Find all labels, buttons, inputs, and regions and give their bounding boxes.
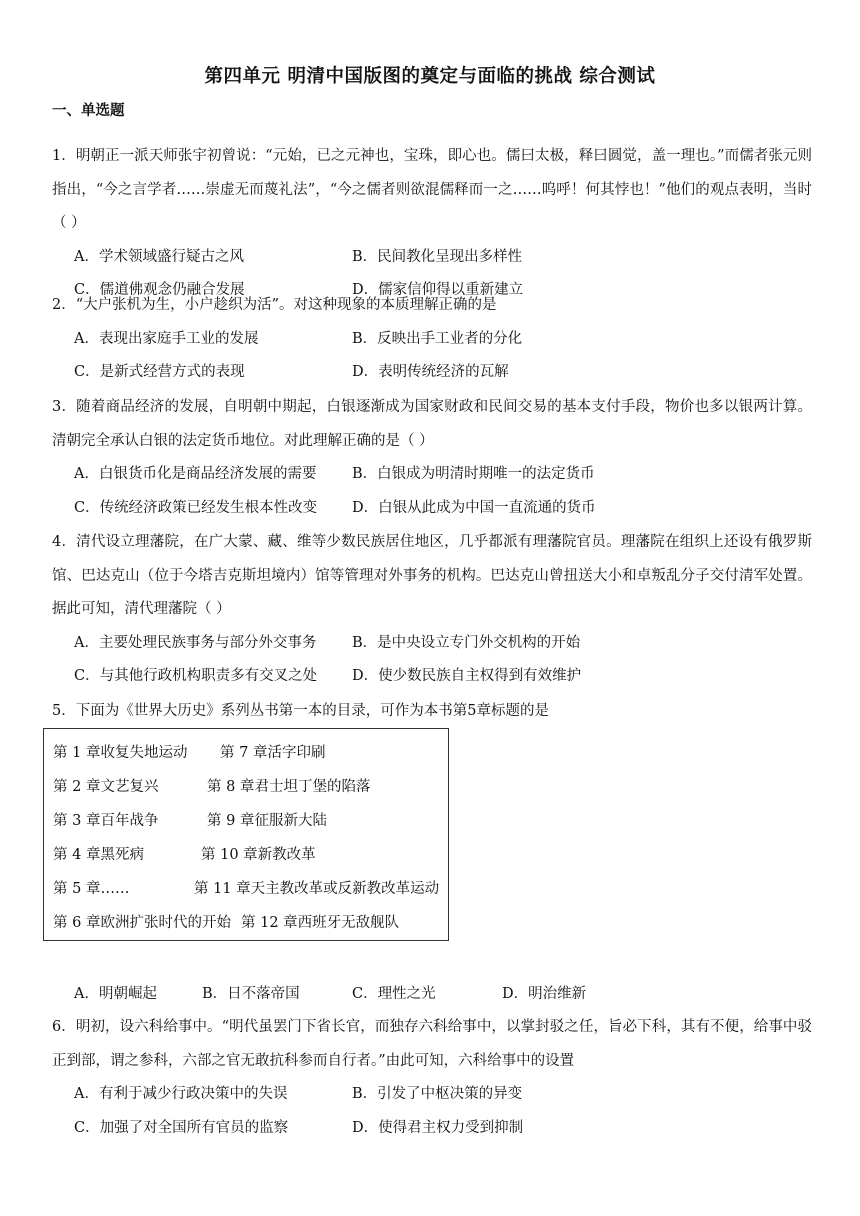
option-a[interactable]: A．主要处理民族事务与部分外交事务 xyxy=(74,634,317,651)
option-b[interactable]: B．引发了中枢决策的异变 xyxy=(352,1086,523,1102)
option-c[interactable]: C．儒道佛观念仍融合发展 xyxy=(74,282,245,298)
question-5-options xyxy=(52,978,812,1012)
question-stem: 2．“大户张机为生，小户趁织为活”。对这种现象的本质理解正确的是 xyxy=(52,297,497,313)
option-c[interactable]: C．传统经济政策已经发生根本性改变 xyxy=(74,499,318,516)
toc-entry: 第 3 章百年战争 xyxy=(53,813,159,829)
question-4 xyxy=(52,526,812,694)
option-c[interactable]: C．与其他行政机构职责多有交叉之处 xyxy=(74,668,318,684)
question-6 xyxy=(52,1011,812,1145)
option-a[interactable]: A．白银货币化是商品经济发展的需要 xyxy=(74,466,317,482)
question-stem: 1．明朝正一派天师张宇初曾说：“元始，已之元神也，宝珠，即心也。儒曰太极，释曰圆觉，盖一理也。”而儒者张元则指出，“今之言学者……崇虚无而蔑礼法”，“今之儒者则欲混儒释而一之……呜呼！何其悖也！”他们的观点表明，当时（ ） xyxy=(52,148,812,231)
page-title: 第四单元 明清中国版图的奠定与面临的挑战 综合测试 xyxy=(204,66,656,87)
toc-entry: 第 4 章黑死病 xyxy=(53,847,144,863)
option-d[interactable]: D．表明传统经济的瓦解 xyxy=(352,364,509,380)
question-stem: 5．下面为《世界大历史》系列丛书第一本的目录，可作为本书第5章标题的是 xyxy=(52,703,549,719)
option-d[interactable]: D．儒家信仰得以重新建立 xyxy=(352,282,524,298)
toc-entry: 第 12 章西班牙无敌舰队 xyxy=(241,915,400,931)
table-of-contents-box xyxy=(43,728,449,941)
option-d[interactable]: D．白银从此成为中国一直流通的货币 xyxy=(352,499,596,516)
toc-entry: 第 8 章君士坦丁堡的陷落 xyxy=(207,779,371,795)
option-c[interactable]: C．加强了对全国所有官员的监察 xyxy=(74,1119,289,1136)
toc-entry: 第 9 章征服新大陆 xyxy=(207,813,327,829)
option-b[interactable]: B．白银成为明清时期唯一的法定货币 xyxy=(352,466,595,482)
question-stem: 6．明初，设六科给事中。“明代虽罢门下省长官，而独存六科给事中，以掌封驳之任，旨必下科，其有不便，给事中驳正到部，谓之参科，六部之官无敢抗科参而自行者。”由此可知，六科给事中的设置 xyxy=(52,1019,812,1069)
option-b[interactable]: B．反映出手工业者的分化 xyxy=(352,330,523,347)
question-3 xyxy=(52,391,812,525)
question-1 xyxy=(52,140,812,308)
question-stem: 4．清代设立理藩院，在广大蒙、藏、维等少数民族居住地区，几乎都派有理藩院官员。理藩院在组织上还设有俄罗斯馆、巴达克山（位于今塔吉克斯坦境内）馆等管理对外事务的机构。巴达克山曾扭送大小和卓叛乱分子交付清军处置。据此可知，清代理藩院（ ） xyxy=(52,534,812,617)
option-b[interactable]: B．是中央设立专门外交机构的开始 xyxy=(352,634,581,651)
toc-entry: 第 2 章文艺复兴 xyxy=(53,779,159,795)
option-a[interactable]: A．表现出家庭手工业的发展 xyxy=(74,330,259,347)
option-d[interactable]: D．明治维新 xyxy=(502,986,587,1002)
toc-entry: 第 5 章…… xyxy=(53,881,130,897)
question-stem: 3．随着商品经济的发展，自明朝中期起，白银逐渐成为国家财政和民间交易的基本支付手段，物价也多以银两计算。清朝完全承认白银的法定货币地位。对此理解正确的是（ ） xyxy=(52,399,812,449)
option-c[interactable]: C．理性之光 xyxy=(352,986,436,1002)
toc-entry: 第 6 章欧洲扩张时代的开始 xyxy=(53,915,231,931)
option-d[interactable]: D．使得君主权力受到抑制 xyxy=(352,1119,524,1136)
option-a[interactable]: A．明朝崛起 xyxy=(74,986,157,1002)
option-d[interactable]: D．使少数民族自主权得到有效维护 xyxy=(352,668,582,684)
option-a[interactable]: A．有利于减少行政决策中的失误 xyxy=(74,1086,288,1102)
section-heading: 一、单选题 xyxy=(52,102,125,119)
question-5 xyxy=(52,695,812,729)
option-b[interactable]: B．日不落帝国 xyxy=(202,986,300,1002)
toc-entry: 第 11 章天主教改革或反新教改革运动 xyxy=(194,881,440,897)
toc-entry: 第 7 章活字印刷 xyxy=(220,745,326,761)
option-c[interactable]: C．是新式经营方式的表现 xyxy=(74,364,245,380)
option-b[interactable]: B．民间教化呈现出多样性 xyxy=(352,248,523,265)
question-2 xyxy=(52,289,812,390)
option-a[interactable]: A．学术领域盛行疑古之风 xyxy=(74,248,244,265)
toc-entry: 第 10 章新教改革 xyxy=(201,847,316,863)
toc-entry: 第 1 章收复失地运动 xyxy=(53,745,188,761)
